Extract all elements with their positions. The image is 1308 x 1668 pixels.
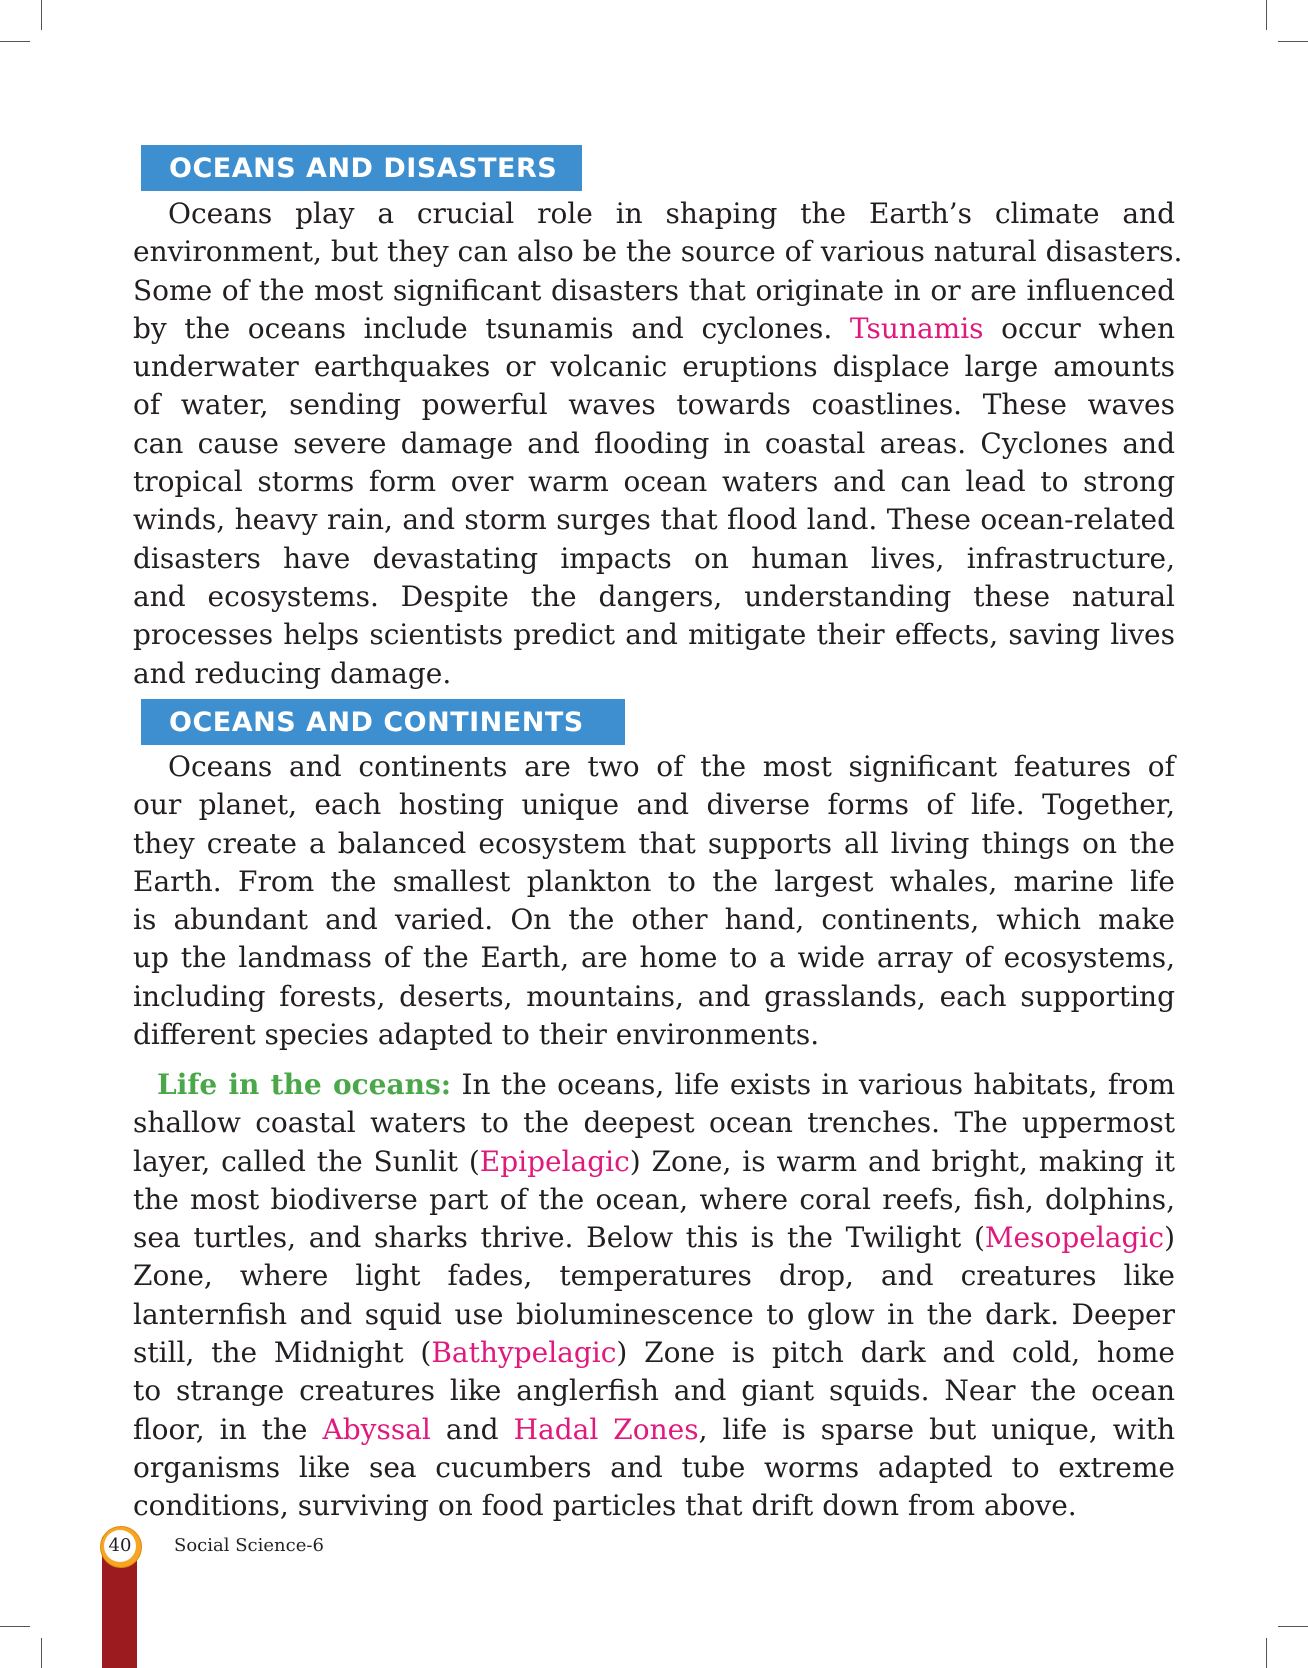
text-run: ) bbox=[1164, 1221, 1175, 1255]
text-run: Zone, where light fades, temperatures drop, and creatures like bbox=[133, 1259, 1175, 1293]
subheading-lead: Life in the oceans: bbox=[157, 1068, 452, 1101]
paragraph-continents bbox=[133, 748, 1175, 1054]
key-term: Bathypelagic bbox=[431, 1336, 617, 1370]
crop-mark bbox=[1266, 0, 1267, 30]
text-line bbox=[133, 1104, 1175, 1142]
text-line bbox=[133, 578, 1175, 616]
text-line bbox=[133, 386, 1175, 424]
text-line bbox=[133, 1181, 1175, 1219]
text-line bbox=[133, 939, 1175, 977]
text-line bbox=[133, 616, 1175, 654]
text-run: floor, in the bbox=[133, 1412, 323, 1446]
text-run: the most biodiverse part of the ocean, where coral reefs, fish, dolphins, bbox=[133, 1182, 1175, 1216]
text-line bbox=[133, 1372, 1175, 1410]
key-term: Mesopelagic bbox=[984, 1221, 1165, 1255]
text-line bbox=[133, 233, 1183, 271]
text-line bbox=[133, 786, 1175, 824]
text-run: conditions, surviving on food particles that drift down from above. bbox=[133, 1489, 1077, 1523]
text-run: different species adapted to their environments. bbox=[133, 1018, 820, 1052]
crop-mark bbox=[1266, 1638, 1267, 1668]
text-run: and reducing damage. bbox=[133, 656, 452, 690]
crop-mark bbox=[0, 1626, 30, 1627]
paragraph-disasters bbox=[133, 195, 1183, 693]
text-run: tropical storms form over warm ocean waters and can lead to strong bbox=[133, 465, 1175, 499]
text-run: lanternfish and squid use bioluminescence to glow in the dark. Deeper bbox=[133, 1297, 1175, 1331]
text-run: including forests, deserts, mountains, and grasslands, each supporting bbox=[133, 979, 1175, 1013]
text-line bbox=[133, 1334, 1175, 1372]
text-run: our planet, each hosting unique and diverse forms of life. Together, bbox=[133, 788, 1175, 822]
text-line bbox=[133, 748, 1175, 786]
text-run: organisms like sea cucumbers and tube worms adapted to extreme bbox=[133, 1450, 1175, 1484]
text-line bbox=[133, 825, 1175, 863]
text-line bbox=[133, 1219, 1175, 1257]
text-line bbox=[133, 425, 1175, 463]
text-run: by the oceans include tsunamis and cyclones. bbox=[133, 311, 850, 345]
section-heading-disasters bbox=[141, 145, 582, 191]
text-run: disasters have devastating impacts on human lives, infrastructure, bbox=[133, 541, 1175, 575]
text-run: ) Zone, is warm and bright, making it bbox=[629, 1144, 1175, 1178]
text-run: processes helps scientists predict and mitigate their effects, saving lives bbox=[133, 618, 1175, 652]
text-line bbox=[133, 978, 1175, 1016]
text-line bbox=[133, 348, 1175, 386]
section-heading-continents bbox=[141, 699, 625, 745]
paragraph-life-in-oceans bbox=[133, 1066, 1175, 1526]
text-line bbox=[133, 1296, 1175, 1334]
text-run: of water, sending powerful waves towards coastlines. These waves bbox=[133, 388, 1175, 422]
text-line bbox=[133, 1143, 1175, 1181]
text-run: Oceans play a crucial role in shaping the Earth’s climate and bbox=[168, 197, 1175, 230]
text-line bbox=[133, 1066, 1175, 1104]
text-run: , life is sparse but unique, with bbox=[698, 1412, 1175, 1446]
section-heading-text: OCEANS AND DISASTERS bbox=[169, 153, 558, 184]
text-run: Oceans and continents are two of the most significant features of bbox=[168, 750, 1175, 783]
text-line bbox=[133, 272, 1175, 310]
crop-mark bbox=[1278, 41, 1308, 42]
text-line bbox=[133, 195, 1175, 233]
text-run: layer, called the Sunlit ( bbox=[133, 1144, 480, 1178]
crop-mark bbox=[41, 1638, 42, 1668]
key-term: Abyssal bbox=[322, 1412, 431, 1446]
text-line bbox=[133, 540, 1175, 578]
text-run: In the oceans, life exists in various habitats, from bbox=[451, 1068, 1175, 1101]
key-term: Epipelagic bbox=[479, 1144, 630, 1178]
book-title: Social Science-6 bbox=[174, 1535, 324, 1556]
text-run: sea turtles, and sharks thrive. Below this is the Twilight ( bbox=[133, 1221, 985, 1255]
text-run: ) Zone is pitch dark and cold, home bbox=[616, 1336, 1175, 1370]
text-run: Earth. From the smallest plankton to the largest whales, marine life bbox=[133, 864, 1175, 898]
key-term: Tsunamis bbox=[849, 311, 984, 345]
text-run: can cause severe damage and flooding in coastal areas. Cyclones and bbox=[133, 426, 1175, 460]
text-line bbox=[133, 310, 1175, 348]
text-run: and bbox=[430, 1412, 514, 1446]
crop-mark bbox=[0, 41, 30, 42]
text-run: occur when bbox=[983, 311, 1175, 345]
text-run: still, the Midnight ( bbox=[133, 1336, 432, 1370]
text-run: up the landmass of the Earth, are home to a wide array of ecosystems, bbox=[133, 941, 1175, 975]
text-line bbox=[133, 1449, 1175, 1487]
text-run: to strange creatures like anglerfish and giant squids. Near the ocean bbox=[133, 1374, 1175, 1408]
crop-mark bbox=[41, 0, 42, 30]
text-run: underwater earthquakes or volcanic eruptions displace large amounts bbox=[133, 350, 1175, 384]
text-line bbox=[133, 901, 1175, 939]
key-term: Hadal Zones bbox=[513, 1412, 699, 1446]
text-line bbox=[133, 463, 1175, 501]
text-line bbox=[133, 655, 1175, 693]
section-heading-text: OCEANS AND CONTINENTS bbox=[169, 707, 584, 738]
text-run: and ecosystems. Despite the dangers, understanding these natural bbox=[133, 579, 1175, 613]
text-run: Some of the most significant disasters that originate in or are influenced bbox=[133, 273, 1175, 307]
text-line bbox=[133, 501, 1175, 539]
text-line bbox=[133, 1487, 1175, 1525]
text-line bbox=[133, 1257, 1175, 1295]
crop-mark bbox=[1278, 1626, 1308, 1627]
page-number: 40 bbox=[104, 1530, 136, 1562]
text-line bbox=[133, 1411, 1175, 1449]
text-run: they create a balanced ecosystem that supports all living things on the bbox=[133, 826, 1175, 860]
text-run: shallow coastal waters to the deepest ocean trenches. The uppermost bbox=[133, 1106, 1175, 1140]
text-line bbox=[133, 863, 1175, 901]
text-run: is abundant and varied. On the other hand, continents, which make bbox=[133, 903, 1175, 937]
text-run: environment, but they can also be the source of various natural disasters. bbox=[133, 235, 1183, 269]
text-line bbox=[133, 1016, 1175, 1054]
text-run: winds, heavy rain, and storm surges that flood land. These ocean-related bbox=[133, 503, 1175, 537]
